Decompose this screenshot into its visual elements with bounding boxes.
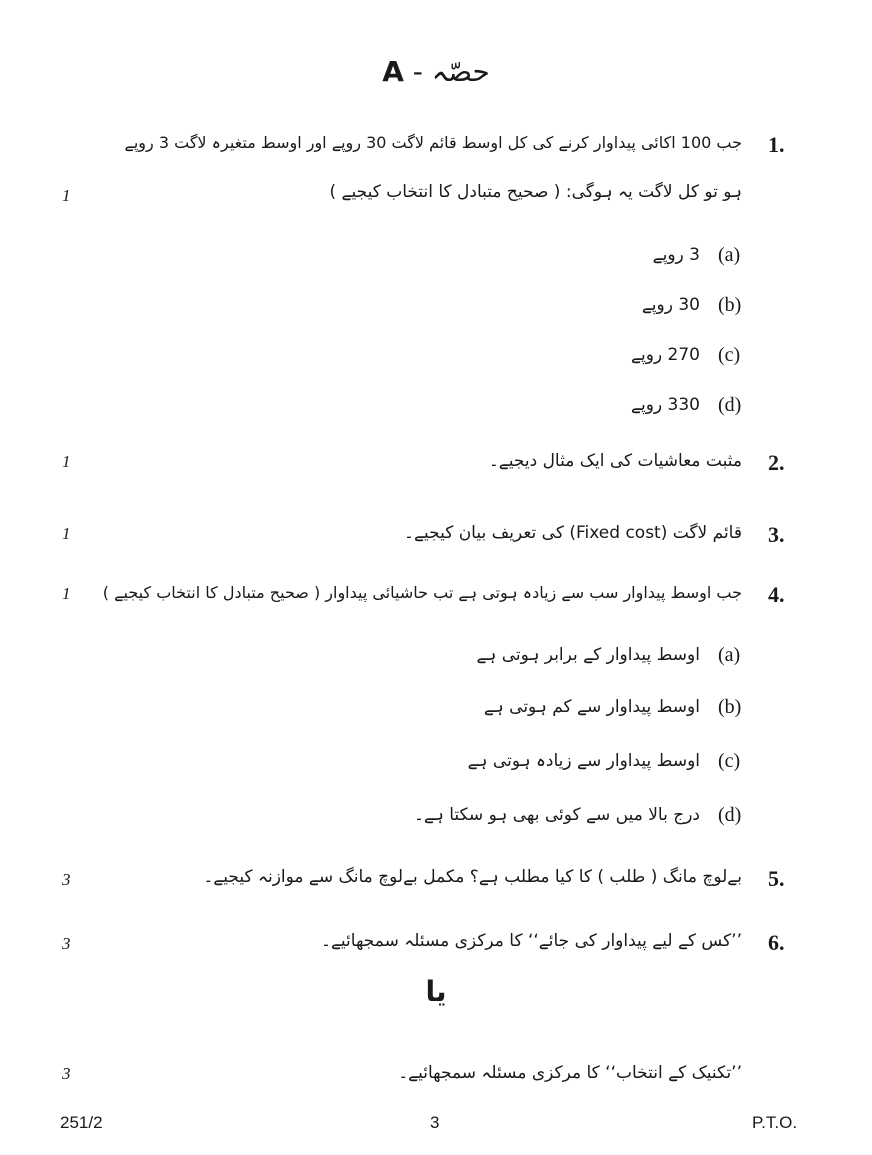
q1-option-c-label: (c) — [718, 344, 741, 366]
question-4-number: 4. — [768, 582, 785, 607]
question-1-marks: 1 — [62, 186, 71, 205]
q1-option-b-label: (b) — [718, 294, 742, 316]
q1-option-b-text: 30 روپے — [641, 295, 700, 315]
section-heading — [0, 52, 872, 92]
or-separator: یا — [425, 975, 447, 1008]
q1-option-a-label: (a) — [718, 244, 741, 266]
question-1-line-1: جب 100 اکائی پیداوار کرنے کی کل اوسط قائم لاگت 30 روپے اور اوسط متغیرہ لاگت 3 روپے — [124, 133, 742, 152]
question-5-marks: 3 — [62, 870, 71, 889]
q1-option-d-label: (d) — [718, 394, 742, 416]
q4-option-d-text: درج بالا میں سے کوئی بھی ہو سکتا ہے۔ — [413, 805, 700, 825]
q4-option-a-label: (a) — [718, 644, 741, 666]
question-1-line-2: ہو تو کل لاگت یہ ہوگی: ( صحیح متبادل کا انتخاب کیجیے ) — [329, 182, 742, 202]
q1-option-c-text: 270 روپے — [631, 345, 700, 365]
pto-label: P.T.O. — [752, 1113, 798, 1132]
section-word: حصّہ — [431, 55, 490, 88]
question-6-alt-text: ’’تکنیک کے انتخاب‘‘ کا مرکزی مسئلہ سمجھائیے۔ — [398, 1063, 742, 1083]
question-6-alt-marks: 3 — [62, 1064, 71, 1083]
question-4-text: جب اوسط پیداوار سب سے زیادہ ہوتی ہے تب حاشیائی پیداوار ( صحیح متبادل کا انتخاب کیجیے ) — [102, 583, 742, 602]
q4-option-c-text: اوسط پیداوار سے زیادہ ہوتی ہے — [467, 751, 700, 771]
question-5-number: 5. — [768, 866, 785, 891]
question-5-text: بےلوچ مانگ ( طلب ) کا کیا مطلب ہے؟ مکمل بےلوچ مانگ سے موازنہ کیجیے۔ — [203, 867, 742, 887]
question-6-marks: 3 — [62, 934, 71, 953]
question-2-text: مثبت معاشیات کی ایک مثال دیجیے۔ — [488, 451, 742, 471]
q4-option-a-text: اوسط پیداوار کے برابر ہوتی ہے — [476, 645, 700, 665]
q1-option-a-text: 3 روپے — [652, 245, 700, 265]
question-2-marks: 1 — [62, 452, 71, 471]
question-4-marks: 1 — [62, 584, 71, 603]
q4-option-b-label: (b) — [718, 696, 742, 718]
section-dash: - — [412, 55, 423, 88]
q4-option-c-label: (c) — [718, 750, 741, 772]
q1-option-d-text: 330 روپے — [631, 395, 700, 415]
question-2-number: 2. — [768, 450, 785, 475]
paper-code: 251/2 — [60, 1113, 103, 1132]
page-number: 3 — [430, 1113, 440, 1132]
question-1-number: 1. — [768, 132, 785, 157]
section-letter: A — [382, 55, 404, 88]
question-6-text: ’’کس کے لیے پیداوار کی جائے‘‘ کا مرکزی مسئلہ سمجھائیے۔ — [320, 931, 742, 951]
q4-option-b-text: اوسط پیداوار سے کم ہوتی ہے — [483, 697, 700, 717]
question-3-number: 3. — [768, 522, 785, 547]
q4-option-d-label: (d) — [718, 804, 742, 826]
question-3-text: قائم لاگت (Fixed cost) کی تعریف بیان کیجیے۔ — [404, 523, 742, 543]
question-6-number: 6. — [768, 930, 785, 955]
question-3-marks: 1 — [62, 524, 71, 543]
